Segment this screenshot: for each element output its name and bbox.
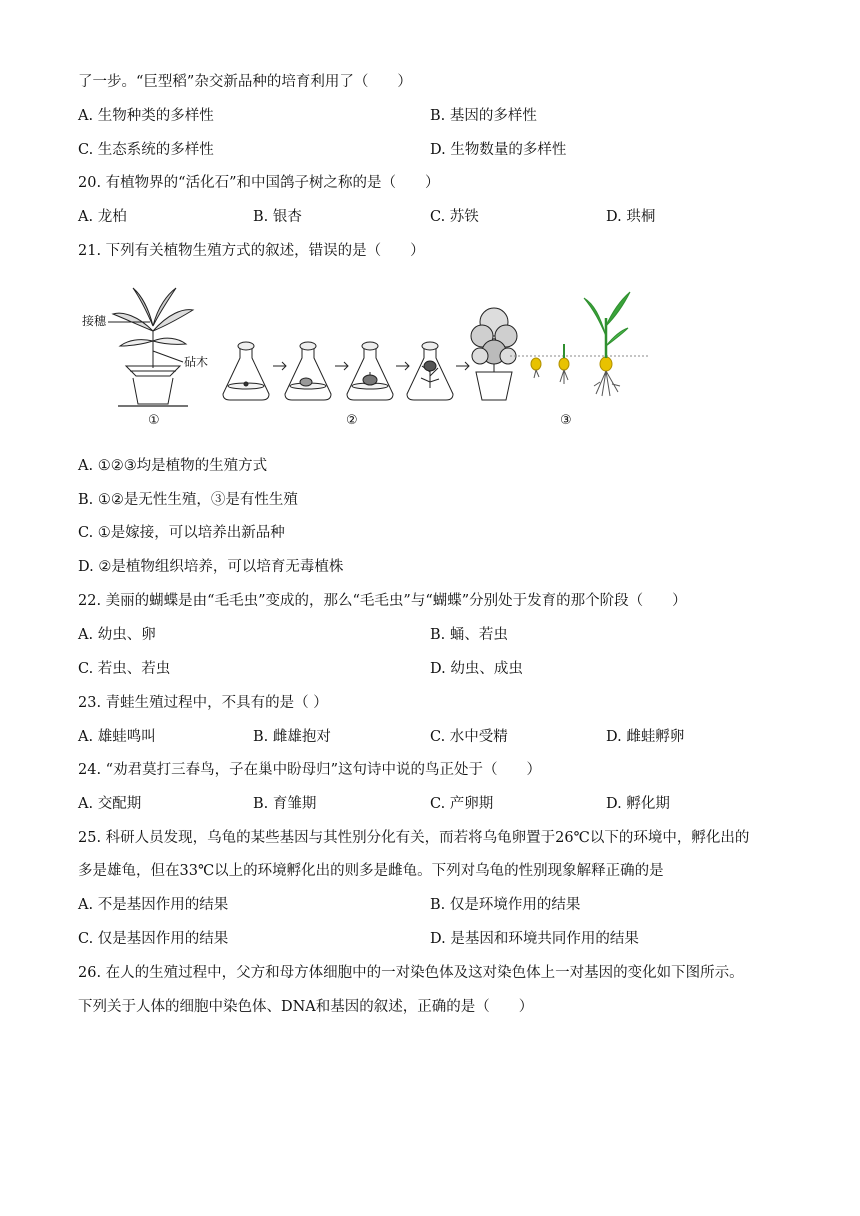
q23-option-c: C. 水中受精 — [430, 729, 508, 745]
q19-option-a: A. 生物种类的多样性 — [78, 108, 214, 124]
q19-option-c: C. 生态系统的多样性 — [78, 142, 214, 158]
q25-option-a: A. 不是基因作用的结果 — [78, 897, 229, 913]
q24-option-c: C. 产卵期 — [430, 796, 494, 812]
tissue-culture-flasks-illustration — [223, 308, 517, 400]
q22-option-c: C. 若虫、若虫 — [78, 661, 171, 677]
q20-option-b: B. 银杏 — [253, 209, 302, 225]
q24-option-d: D. 孵化期 — [606, 796, 670, 812]
q25-stem-line2: 多是雄龟，但在33℃以上的环境孵化出的则多是雌龟。下列对乌龟的性别现象解释正确的是 — [78, 863, 664, 879]
q25-option-c: C. 仅是基因作用的结果 — [78, 931, 229, 947]
rootstock-label: 砧木 — [184, 355, 209, 369]
q20-option-d: D. 珙桐 — [606, 209, 656, 225]
q22-stem: 22. 美丽的蝴蝶是由“毛毛虫”变成的，那么“毛毛虫”与“蝴蝶”分别处于发育的那个阶段（ ） — [78, 593, 687, 609]
figure-num-1: ① — [148, 413, 160, 428]
q25-stem-line1: 25. 科研人员发现，乌龟的某些基因与其性别分化有关，而若将乌龟卵置于26℃以下的环境中，孵化出的 — [78, 830, 750, 846]
q20-option-a: A. 龙柏 — [78, 209, 127, 225]
q19-option-d: D. 生物数量的多样性 — [430, 142, 567, 158]
q21-option-a: A. ①②③均是植物的生殖方式 — [78, 458, 268, 474]
q19-stem-continuation: 了一步。“巨型稻”杂交新品种的培育利用了（ ） — [78, 74, 412, 90]
q23-stem: 23. 青蛙生殖过程中，不具有的是（ ） — [78, 695, 328, 711]
q22-option-a: A. 幼虫、卵 — [78, 627, 156, 643]
q24-option-b: B. 育雏期 — [253, 796, 317, 812]
q26-stem-line1: 26. 在人的生殖过程中，父方和母方体细胞中的一对染色体及这对染色体上一对基因的变化如下图所示。 — [78, 965, 744, 981]
q21-option-c: C. ①是嫁接，可以培养出新品种 — [78, 525, 285, 541]
q24-stem: 24. “劝君莫打三春鸟，子在巢中盼母归”这句诗中说的鸟正处于（ ） — [78, 762, 541, 778]
scion-label: 接穗 — [82, 314, 107, 328]
seed-germination-illustration — [510, 292, 648, 396]
grafted-plant-illustration — [108, 288, 193, 406]
q22-option-b: B. 蛹、若虫 — [430, 627, 508, 643]
q26-stem-line2: 下列关于人体的细胞中染色体、DNA和基因的叙述，正确的是（ ） — [78, 999, 534, 1015]
q20-option-c: C. 苏铁 — [430, 209, 479, 225]
q24-option-a: A. 交配期 — [78, 796, 142, 812]
q21-stem: 21. 下列有关植物生殖方式的叙述，错误的是（ ） — [78, 243, 425, 259]
figure-num-3: ③ — [560, 413, 572, 428]
q21-option-d: D. ②是植物组织培养，可以培育无毒植株 — [78, 559, 344, 575]
q21-option-b: B. ①②是无性生殖，③是有性生殖 — [78, 492, 298, 508]
q23-option-d: D. 雌蛙孵卵 — [606, 729, 685, 745]
q25-option-b: B. 仅是环境作用的结果 — [430, 897, 581, 913]
q22-option-d: D. 幼虫、成虫 — [430, 661, 523, 677]
q25-option-d: D. 是基因和环境共同作用的结果 — [430, 931, 639, 947]
q19-option-b: B. 基因的多样性 — [430, 108, 537, 124]
q23-option-a: A. 雄蛙鸣叫 — [78, 729, 156, 745]
q20-stem: 20. 有植物界的“活化石”和中国鸽子树之称的是（ ） — [78, 175, 440, 191]
figure-num-2: ② — [346, 413, 358, 428]
q23-option-b: B. 雌雄抱对 — [253, 729, 331, 745]
q21-figure — [78, 276, 658, 436]
